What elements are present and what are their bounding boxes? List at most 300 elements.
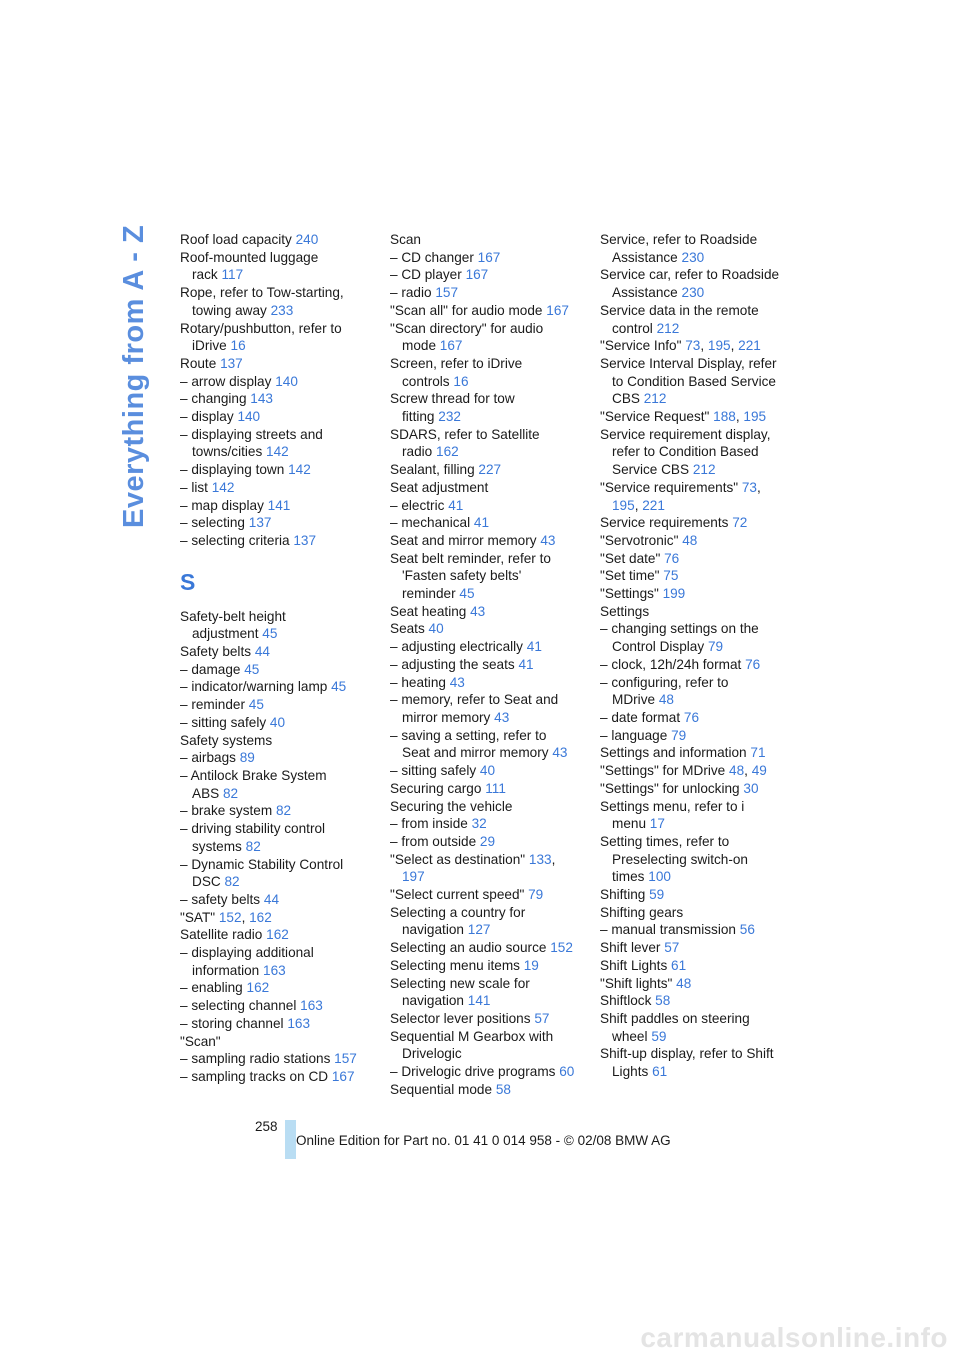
index-entry-text: – saving a setting, refer to Seat and mirror memory (390, 727, 549, 761)
page-reference-link[interactable]: 40 (428, 621, 444, 637)
page-reference-link[interactable]: 59 (651, 1028, 667, 1044)
page-reference-link[interactable]: 152 (550, 940, 573, 956)
index-entry-text: "Scan all" for audio mode (390, 302, 543, 318)
page-reference-link[interactable]: 41 (526, 639, 542, 655)
index-entry-text: – brake system (180, 803, 273, 819)
page-reference-link[interactable]: 75 (663, 568, 679, 584)
index-entry-text: "Set time" (600, 568, 660, 584)
page-reference-link[interactable]: 41 (473, 515, 490, 531)
page-reference-link[interactable]: 59 (649, 887, 665, 903)
index-column-3 (600, 231, 786, 1081)
index-entry-text: "Scan" (180, 1033, 221, 1049)
index-entry-text: Route (180, 355, 217, 371)
page-reference-link[interactable]: 195 (612, 497, 635, 513)
index-entry-text: Service data in the remote control (600, 302, 759, 336)
page-reference-link[interactable]: 162 (436, 444, 459, 460)
index-entry-text: Securing the vehicle (390, 798, 513, 814)
index-entry (390, 939, 576, 957)
page-reference-link[interactable]: 57 (534, 1010, 550, 1026)
page-reference-link[interactable]: 233 (270, 302, 294, 318)
index-entry-text: – selecting (180, 515, 245, 531)
index-entry-text: – storing channel (180, 1015, 284, 1031)
index-entry-text: Shift Lights (600, 957, 668, 973)
index-entry (390, 904, 576, 939)
index-entry (180, 231, 366, 249)
index-entry (600, 727, 786, 745)
index-entry: "SAT" 152, 162 (180, 909, 272, 925)
index-entry-text: – clock, 12h/24h format (600, 656, 742, 672)
index-entry-text: – enabling (180, 980, 243, 996)
index-entry (390, 762, 576, 780)
index-entry (180, 1068, 366, 1086)
index-entry (390, 957, 576, 975)
index-entry (390, 1010, 576, 1028)
page-reference-link[interactable]: 19 (523, 957, 539, 973)
page-reference-link[interactable]: 73 (741, 479, 757, 495)
index-entry-text: – changing (180, 391, 247, 407)
index-entry-text: – Dynamic Stability Control DSC (180, 856, 344, 890)
index-entry (390, 479, 576, 497)
page-reference-link[interactable]: 41 (448, 497, 464, 513)
index-entry-text: "SAT" (180, 909, 216, 925)
page-reference-link[interactable]: 89 (239, 750, 255, 766)
index-entry-text: – Drivelogic drive programs (390, 1064, 556, 1080)
page-reference-link[interactable]: 43 (494, 709, 510, 725)
index-entry-text: – electric (390, 497, 445, 513)
page-reference-link[interactable]: 117 (221, 267, 244, 283)
index-entry-text: "Service requirements" (600, 479, 739, 495)
index-entry (390, 691, 576, 726)
index-entry (600, 514, 786, 532)
page-reference-link[interactable]: 142 (288, 462, 311, 478)
index-entry (390, 798, 576, 816)
index-entry-text: – airbags (180, 750, 236, 766)
page-reference-link[interactable]: 142 (211, 479, 235, 495)
page-reference-link[interactable]: 58 (655, 993, 671, 1009)
page-reference-link[interactable]: 137 (248, 515, 272, 531)
index-entry-text: Seat adjustment (390, 479, 489, 495)
page-reference-link[interactable]: 76 (745, 656, 761, 672)
index-entry (600, 266, 786, 301)
index-entry-text: Selecting new scale for navigation (390, 975, 530, 1009)
index-entry-text: Sealant, filling (390, 462, 475, 478)
index-entry (600, 921, 786, 939)
page-reference-link[interactable]: 48 (658, 692, 674, 708)
page-reference-link[interactable]: 79 (707, 639, 724, 655)
index-entry (600, 780, 786, 798)
index-entry-text: Settings and information (600, 745, 747, 761)
index-entry-text: Service requirements (600, 515, 729, 531)
page-reference-link[interactable]: 30 (743, 780, 759, 796)
page-reference-link[interactable]: 79 (671, 727, 687, 743)
page-reference-link[interactable]: 188 (713, 409, 736, 425)
index-entry-text: Settings menu, refer to i menu (600, 798, 745, 832)
page-reference-link[interactable]: 152 (218, 909, 242, 925)
index-entry (180, 408, 366, 426)
index-entry (600, 603, 786, 621)
index-entry (180, 479, 366, 497)
index-entry (600, 886, 786, 904)
index-entry (390, 603, 576, 621)
page-reference-link[interactable]: 195 (743, 409, 767, 425)
index-entry (390, 656, 576, 674)
index-entry (180, 891, 366, 909)
page-number: 258 (255, 1119, 278, 1134)
page-reference-link[interactable]: 232 (438, 409, 461, 425)
index-entry (180, 355, 366, 373)
index-entry-text: – from outside (390, 833, 477, 849)
index-entry-text: Safety-belt height adjustment (180, 608, 286, 642)
index-entry (600, 1010, 786, 1045)
index-entry (390, 532, 576, 550)
index-entry (600, 744, 786, 762)
page-reference-link[interactable]: 240 (295, 232, 319, 247)
index-entry-text: Satellite radio (180, 927, 263, 943)
index-entry (180, 643, 366, 661)
index-entry-text: – displaying streets and towns/cities (180, 426, 323, 460)
page-reference-link[interactable]: 82 (275, 803, 292, 819)
page-reference-link[interactable]: 82 (245, 838, 261, 854)
page-reference-link[interactable]: 45 (262, 626, 278, 642)
page-reference-link[interactable]: 43 (470, 603, 486, 619)
index-entry (390, 1028, 576, 1063)
page-reference-link[interactable]: 140 (275, 373, 298, 389)
index-entry (390, 886, 576, 904)
index-entry (180, 696, 366, 714)
index-entry-text: Shiftlock (600, 993, 652, 1009)
page-reference-link[interactable]: 61 (671, 957, 687, 973)
index-entry (180, 661, 366, 679)
page-reference-link[interactable]: 137 (220, 355, 243, 371)
page-reference-link[interactable]: 212 (692, 462, 716, 478)
index-entry-text: Selecting a country for navigation (390, 904, 526, 938)
page-reference-link[interactable]: 212 (643, 391, 667, 407)
index-entry-text: "Settings" (600, 586, 659, 602)
page-reference-link[interactable]: 60 (559, 1064, 575, 1080)
index-entry-text: – indicator/warning lamp (180, 679, 328, 695)
page-reference-link[interactable]: 167 (477, 249, 501, 265)
index-entry-text: "Select as destination" (390, 851, 526, 867)
index-entry-text: Selecting an audio source (390, 940, 547, 956)
page-reference-link[interactable]: 199 (662, 586, 686, 602)
index-entry-text: Shift-up display, refer to Shift Lights (600, 1046, 774, 1080)
index-entry (600, 833, 786, 886)
side-title: Everything from A - Z (118, 224, 150, 528)
page-reference-link[interactable]: 230 (681, 249, 705, 265)
index-entry-text: – sitting safely (180, 714, 267, 730)
index-entry (600, 355, 786, 408)
index-entry-text: – safety belts (180, 891, 261, 907)
index-entry: "Service Request" 188, 195 (600, 409, 767, 425)
index-entry (180, 608, 366, 643)
index-entry-text: Seat belt reminder, refer to 'Fasten safety belts' reminder (390, 550, 551, 602)
index-entry-text: Settings (600, 603, 650, 619)
index-entry-text: – selecting criteria (180, 532, 290, 548)
page-reference-link[interactable]: 49 (751, 763, 767, 779)
index-entry-text: Selecting menu items (390, 957, 520, 973)
page-reference-link[interactable]: 61 (652, 1064, 668, 1080)
index-entry (180, 1033, 366, 1051)
index-entry-text: Seats (390, 621, 425, 637)
index-entry (600, 1045, 786, 1080)
index-entry-text: – arrow display (180, 373, 272, 389)
index-entry (180, 856, 366, 891)
index-entry (600, 550, 786, 568)
index-entry-text: SDARS, refer to Satellite radio (390, 426, 540, 460)
page-reference-link[interactable]: 16 (230, 338, 246, 354)
index-entry (390, 266, 576, 284)
page-reference-link[interactable]: 40 (269, 714, 286, 730)
index-entry-text: – Antilock Brake System ABS (180, 767, 327, 801)
index-entry-text: Service Interval Display, refer to Condition Based Service CBS (600, 355, 777, 407)
index-entry (180, 997, 366, 1015)
page-reference-link[interactable]: 29 (479, 833, 496, 849)
index-entry-text: – displaying additional information (180, 945, 314, 978)
index-entry-text: – CD player (390, 267, 462, 283)
index-entry (390, 674, 576, 692)
index-entry (390, 833, 576, 851)
page-reference-link[interactable]: 221 (642, 497, 665, 513)
index-entry-text: – language (600, 727, 668, 743)
page-reference-link[interactable]: 157 (435, 285, 459, 301)
page-reference-link[interactable]: 44 (254, 644, 270, 660)
index-entry-text: "Set date" (600, 550, 661, 566)
index-entry-text: "Select current speed" (390, 887, 525, 903)
index-entry-text: Safety belts (180, 644, 252, 660)
index-entry-text: Shifting (600, 887, 646, 903)
index-entry-text: – from inside (390, 816, 468, 832)
page-reference-link[interactable]: 76 (664, 550, 680, 566)
index-entry (390, 461, 576, 479)
page-reference-link[interactable]: 221 (738, 338, 761, 354)
index-entry-text: – reminder (180, 697, 245, 713)
index-entry (390, 231, 576, 249)
page-reference-link[interactable]: 162 (246, 980, 270, 996)
index-entry-text: Rope, refer to Tow-starting, towing away (180, 285, 344, 318)
index-entry-text: Service car, refer to Roadside Assistance (600, 267, 780, 301)
index-entry-text: – changing settings on the Control Display (600, 621, 759, 655)
page-reference-link[interactable]: 142 (266, 444, 289, 460)
index-entry (180, 979, 366, 997)
index-entry (600, 674, 786, 709)
page-reference-link[interactable]: 48 (682, 532, 698, 548)
index-entry-text: Selector lever positions (390, 1010, 531, 1026)
page-reference-link[interactable]: 43 (540, 532, 556, 548)
page-reference-link[interactable]: 44 (263, 891, 280, 907)
index-entry-text: – sampling tracks on CD (180, 1068, 329, 1084)
index-entry-text: – memory, refer to Seat and mirror memory (390, 692, 559, 725)
index-entry (390, 550, 576, 603)
index-entry-text: – damage (180, 661, 241, 677)
page-reference-link[interactable]: 71 (750, 745, 766, 761)
index-entry (600, 231, 786, 266)
index-entry (180, 926, 366, 944)
index-entry (180, 1050, 366, 1068)
page-reference-link[interactable]: 141 (267, 497, 291, 513)
index-entry (600, 709, 786, 727)
index-entry (180, 284, 366, 319)
index-entry-text: Roof load capacity (180, 232, 292, 247)
page-reference-link[interactable]: 32 (471, 816, 487, 832)
index-entry (180, 1015, 366, 1033)
index-entry-text: Safety systems (180, 732, 273, 748)
index-entry-text: Shift paddles on steering wheel (600, 1010, 750, 1044)
page-reference-link[interactable]: 167 (465, 267, 489, 283)
index-entry (180, 749, 366, 767)
index-entry-text: Seat and mirror memory (390, 532, 537, 548)
index-entry-text: "Shift lights" (600, 975, 673, 991)
index-entry-text: – heating (390, 674, 446, 690)
page-reference-link[interactable]: 162 (249, 909, 272, 925)
index-entry-text: Screw thread for tow fitting (390, 391, 515, 425)
page-reference-link[interactable]: 48 (676, 975, 692, 991)
index-entry-text: "Scan directory" for audio mode (390, 320, 544, 354)
page-reference-link[interactable]: 195 (707, 338, 731, 354)
page-reference-link[interactable]: 17 (649, 816, 665, 832)
index-entry (180, 714, 366, 732)
page-reference-link[interactable]: 82 (222, 785, 239, 801)
index-entry-text: "Service Request" (600, 409, 710, 425)
page-reference-link[interactable]: 56 (739, 922, 755, 938)
index-entry (180, 497, 366, 515)
index-entry-text: "Settings" for MDrive (600, 763, 726, 779)
page-reference-link[interactable]: 137 (293, 532, 317, 548)
index-entry (180, 320, 366, 355)
page-reference-link[interactable]: 133 (528, 851, 552, 867)
index-entry (180, 678, 366, 696)
index-entry (600, 532, 786, 550)
index-entry (600, 798, 786, 833)
index-entry (390, 620, 576, 638)
index-entry (600, 957, 786, 975)
index-entry-text: – list (180, 479, 208, 495)
index-entry (600, 975, 786, 993)
index-entry (180, 767, 366, 802)
page-reference-link[interactable]: 197 (402, 869, 425, 885)
page-reference-link[interactable]: 230 (681, 285, 705, 301)
index-entry-text: Setting times, refer to Preselecting switch-on times (600, 833, 748, 885)
index-entry (600, 426, 786, 479)
index-entry (390, 284, 576, 302)
index-entry (600, 567, 786, 585)
index-entry (390, 514, 576, 532)
index-entry-text: "Service Info" (600, 338, 682, 354)
page-reference-link[interactable]: 16 (453, 373, 469, 389)
index-entry-text: Scan (390, 232, 421, 247)
index-entry-text: Rotary/pushbutton, refer to iDrive (180, 320, 342, 354)
index-entry (180, 820, 366, 855)
index-entry-text: "Settings" for unlocking (600, 780, 740, 796)
index-entry (390, 975, 576, 1010)
page-reference-link[interactable]: 57 (664, 940, 680, 956)
page-reference-link[interactable]: 45 (331, 679, 347, 695)
index-entry (390, 320, 576, 355)
footer-edition-text: Online Edition for Part no. 01 41 0 014 958 - © 02/08 BMW AG (296, 1133, 671, 1148)
page-reference-link[interactable]: 79 (528, 887, 544, 903)
index-entry-text: "Servotronic" (600, 532, 679, 548)
page-reference-link[interactable]: 45 (459, 586, 475, 602)
index-entry-text: Screen, refer to iDrive controls (390, 355, 523, 389)
page-reference-link[interactable]: 100 (648, 869, 671, 885)
page-reference-link[interactable]: 163 (287, 1015, 311, 1031)
page-reference-link[interactable]: 82 (224, 874, 240, 890)
page-reference-link[interactable]: 72 (732, 515, 748, 531)
page-reference-link[interactable]: 43 (552, 745, 568, 761)
index-entry-text: – configuring, refer to MDrive (600, 674, 729, 708)
page-reference-link[interactable]: 163 (263, 962, 286, 978)
index-entry-text: – CD changer (390, 249, 474, 265)
page-reference-link[interactable]: 45 (248, 697, 264, 713)
page-reference-link[interactable]: 227 (478, 462, 502, 478)
index-entry (390, 390, 576, 425)
page-reference-link[interactable]: 127 (467, 922, 491, 938)
index-entry-text: Sequential M Gearbox with Drivelogic (390, 1028, 554, 1062)
index-entry (390, 1063, 576, 1081)
page-reference-link[interactable]: 212 (656, 320, 680, 336)
page-reference-link[interactable]: 143 (250, 391, 273, 407)
page-reference-link[interactable]: 40 (479, 763, 496, 779)
index-entry-text: Seat heating (390, 603, 467, 619)
index-entry-text: – map display (180, 497, 264, 513)
page-reference-link[interactable]: 167 (546, 302, 569, 318)
index-column-2 (390, 231, 576, 1098)
page-reference-link[interactable]: 45 (244, 661, 260, 677)
index-entry-text: Roof-mounted luggage rack (180, 249, 319, 283)
index-entry (600, 302, 786, 337)
page-reference-link[interactable]: 167 (439, 338, 463, 354)
page-reference-link[interactable]: 48 (729, 763, 745, 779)
index-entry (180, 390, 366, 408)
index-entry (390, 727, 576, 762)
index-entry (180, 732, 366, 750)
index-entry (390, 497, 576, 515)
page-reference-link[interactable]: 41 (518, 656, 534, 672)
page-reference-link[interactable]: 76 (683, 709, 700, 725)
index-entry-text: – manual transmission (600, 922, 736, 938)
index-entry-text: Securing cargo (390, 780, 482, 796)
index-entry (390, 638, 576, 656)
page-reference-link[interactable]: 111 (485, 780, 506, 796)
index-entry-text: – driving stability control systems (180, 821, 326, 854)
index-entry (390, 355, 576, 390)
page-reference-link[interactable]: 163 (300, 998, 323, 1014)
page-reference-link[interactable]: 157 (334, 1051, 357, 1067)
index-entry (180, 373, 366, 391)
index-entry (600, 620, 786, 655)
page-reference-link[interactable]: 141 (467, 993, 491, 1009)
index-entry-text: – selecting channel (180, 998, 297, 1014)
index-entry-text: – sampling radio stations (180, 1051, 331, 1067)
page-reference-link[interactable]: 73 (685, 338, 701, 354)
index-entry-text: Shift lever (600, 940, 661, 956)
index-column-1 (180, 231, 366, 1086)
index-entry-text: – displaying town (180, 462, 285, 478)
page-reference-link[interactable]: 162 (266, 927, 289, 943)
index-entry (390, 780, 576, 798)
page-reference-link[interactable]: 43 (449, 674, 465, 690)
index-entry-text: Service requirement display, refer to Condition Based Service CBS (600, 426, 771, 478)
index-entry-text: Service, refer to Roadside Assistance (600, 232, 758, 265)
page-reference-link[interactable]: 167 (331, 1068, 355, 1084)
index-entry (390, 249, 576, 267)
index-entry-text: Sequential mode (390, 1081, 493, 1097)
page-reference-link[interactable]: 58 (495, 1081, 511, 1097)
index-entry (180, 532, 366, 550)
index-entry-text: – date format (600, 709, 681, 725)
index-entry: "Select as destination" 133, 197 (390, 851, 556, 885)
index-entry-text: – sitting safely (390, 763, 477, 779)
page-reference-link[interactable]: 140 (237, 409, 261, 425)
